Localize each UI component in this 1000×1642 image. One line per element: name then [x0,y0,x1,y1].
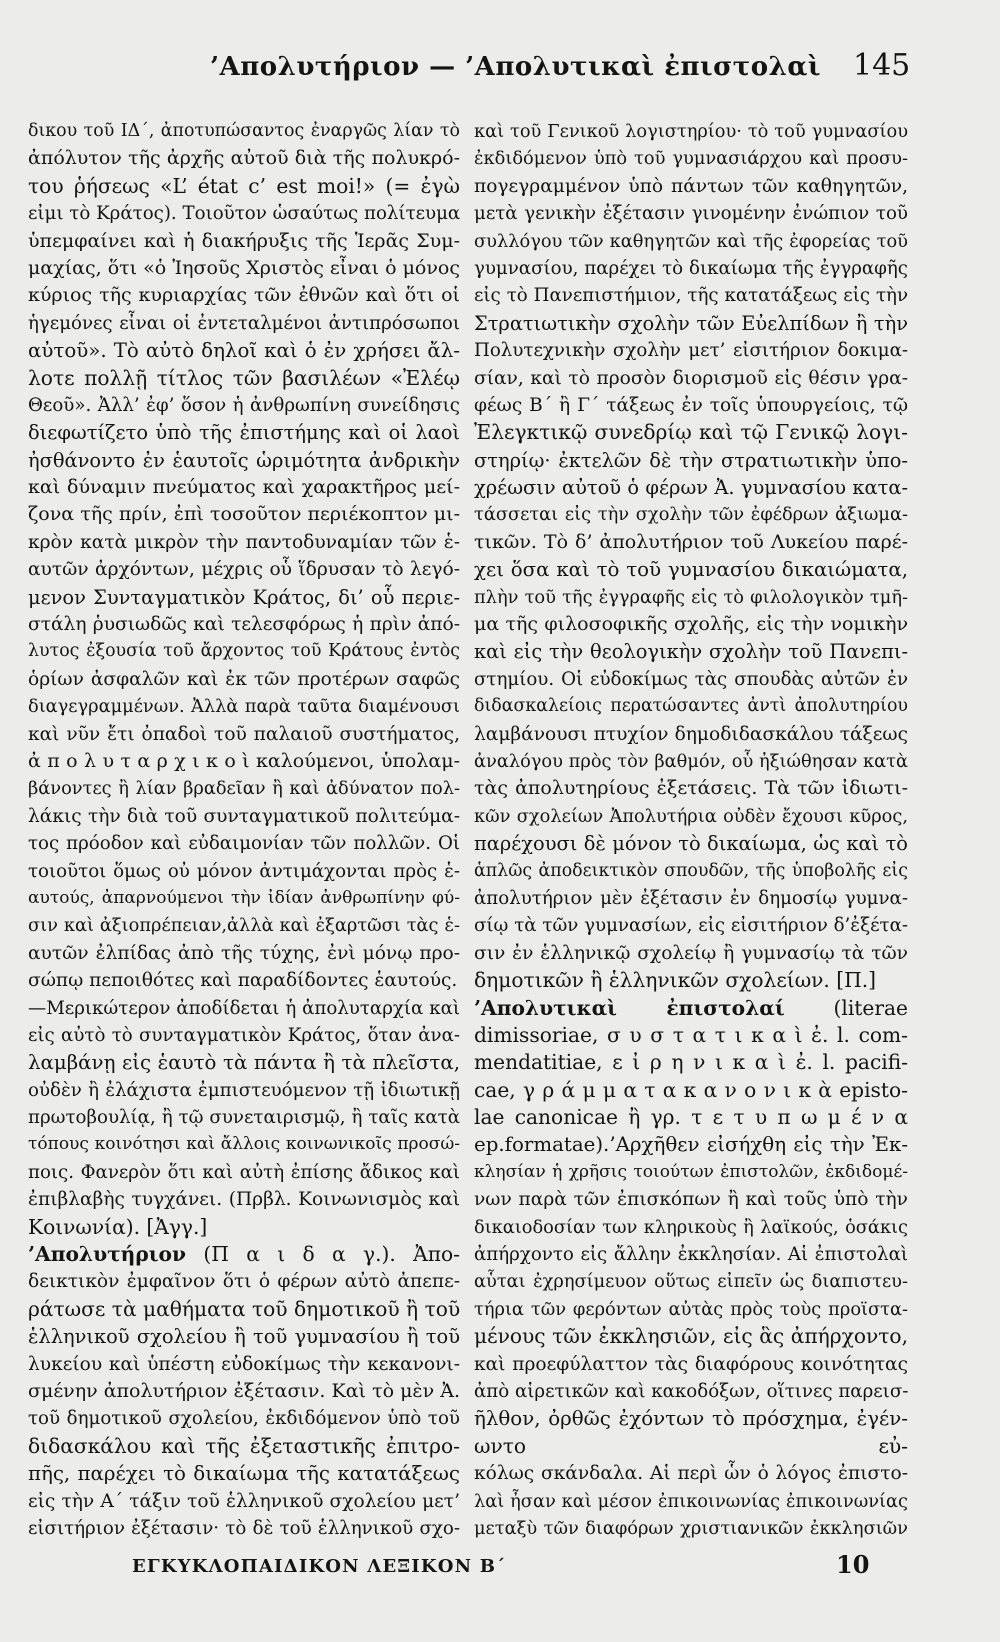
text-line: μεταξὺ τῶν διαφόρων χριστιανικῶν ἐκκλησιῶν [474,1517,908,1538]
text-line: ἑλληνικοῦ σχολείου ἢ τοῦ γυμνασίου ἢ τοῦ [28,1325,460,1349]
text-line: παρέχουσι δὲ μόνον τὸ δικαίωμα, ὡς καὶ τὸ [474,832,908,856]
text-line: εἰς τὸ Πανεπιστήμιον, τῆς κατατάξεως εἰς τὴν [474,285,908,307]
text-line: γυμνασίου, παρέχει τὸ δικαίωμα τῆς ἐγγραφῆς [474,257,908,279]
text-line: ἀπόλυτον τῆς ἀρχῆς αὐτοῦ διὰ τῆς πολυκρό- [28,147,460,170]
text-line: mendatitiae, ε ἰ ρ η ν ι κ α ὶ ἐ. l. pacifi- [474,1050,908,1075]
text-line: διδασκάλου καὶ τῆς ἐξεταστικῆς ἐπιτρο- [28,1433,460,1458]
text-line: πρωτοβουλίᾳ, ἢ τῷ συνεταιρισμῷ, ἢ ταῖς κατὰ [28,1107,460,1129]
text-line: τοιοῦτοι ὅμως οὐ μόνον ἀντιμάχονται πρὸς ἑ- [28,860,460,882]
text-line: μενον Συνταγματικὸν Κράτος, δι’ οὗ περιε- [28,585,460,609]
text-line: μα τῆς φιλοσοφικῆς σχολῆς, εἰς τὴν νομικὴν [474,613,908,636]
text-line: Κοινωνία). [Ἀγγ.] [28,1214,208,1239]
text-line: ράτωσε τὰ μαθήματα τοῦ δημοτικοῦ ἢ τοῦ [28,1296,460,1321]
text-line: αυτῶν ἀρχόντων, μέχρις οὗ ἵδρυσαν τὸ λεγό- [28,559,460,581]
text-line: ἀπολυτήριον μὲν ἐξέτασιν ἐν δημοσίῳ γυμνα- [474,887,908,909]
text-line: κύριος τῆς κυριαρχίας τῶν ἐθνῶν καὶ ὅτι οἱ [28,284,460,307]
text-line: κόλως σκάνδαλα. Αἱ περὶ ὧν ὁ λόγος ἐπιστο- [474,1463,908,1485]
text-line: σιν καὶ ἀξιοπρέπειαν,ἀλλὰ καὶ ἐξαρτῶσι τὰς ἑ- [28,915,460,937]
text-line: τόπους κοινότησι καὶ ἄλλοις κοινωνικοῖς προσώ- [28,1134,460,1155]
text-line: οὐδὲν ἢ ἐλάχιστα ἐμπιστευόμενον τῇ ἰδιωτικῇ [28,1079,460,1101]
text-line: ωντο εὐ- [474,1433,908,1458]
text-line: πογεγραμμένον ὑπὸ πάντων τῶν καθηγητῶν, [474,175,908,197]
text-line: τος πρόοδον καὶ εὐδαιμονίαν τῶν πολλῶν. Οἱ [28,833,460,855]
text-line: ἁπλῶς ἀποδεικτικὸν σπουδῶν, τῆς ὑποβολῆς εἰς [474,860,908,881]
right-column [474,118,908,1538]
text-line: ἀπήρχοντο εἰς ἄλλην ἐκκλησίαν. Αἱ ἐπιστολαὶ [474,1244,908,1266]
text-line: δικου τοῦ ΙΔ΄, ἀποτυπώσαντος ἐναργῶς λίαν τὸ [28,121,460,141]
sheet-number: 10 [836,1550,870,1579]
text-line: τοῦ δημοτικοῦ σχολείου, ἐκδιδόμενον ὑπὸ τοῦ [28,1408,460,1430]
text-line: διδασκαλείοις περατώσαντες ἀντὶ ἀπολυτηρίου [474,696,908,717]
text-line: τικῶν. Τὸ δ’ ἀπολυτήριον τοῦ Λυκείου παρέ- [474,530,908,553]
text-line: κλησίαν ἡ χρῆσις τοιούτων ἐπιστολῶν, ἐκδιδομέ- [474,1161,908,1182]
running-head: ’Απολυτήριον — ’Απολυτικαὶ ἐπιστολαὶ [210,52,821,82]
text-line: Θεοῦ». Ἀλλ’ ἐφ’ ὅσον ἡ ἀνθρωπίνη συνείδησις [28,394,460,416]
text-line: αὐτοῦ». Τὸ αὐτὸ δηλοῖ καὶ ὁ ἐν χρήσει ἄλ- [28,339,460,363]
text-line: τάσσεται εἰς τὴν σχολὴν τῶν ἐφέδρων ἀξιωμα- [474,504,908,526]
text-line: δεικτικὸν ἐμφαῖνον ὅτι ὁ φέρων αὐτὸ ἀπεπε- [28,1271,460,1293]
text-line: ’Απολυτικαὶ ἐπιστολαί (literae [474,995,908,1020]
text-line: ὑπεμφαίνει καὶ ἡ διακήρυξις τῆς Ἱερᾶς Συμ- [28,229,460,252]
text-line: πλὴν τοῦ τῆς ἐγγραφῆς εἰς τὸ φιλολογικὸν τμῆ- [474,586,908,608]
text-line: διαγεγραμμένων. Ἀλλὰ παρὰ ταῦτα διαμένουσι [28,696,460,718]
text-line: καὶ νῦν ἔτι ὀπαδοὶ τοῦ παλαιοῦ συστήματος, [28,723,460,745]
text-line: σιν ἐν ἑλληνικῷ σχολείῳ ἢ γυμνασίῳ τὰ τῶν [474,942,908,964]
text-line: καὶ εἰς τὴν θεολογικὴν σχολὴν τοῦ Πανεπι- [474,640,908,664]
text-line: lae canonicae ἢ γρ. τ ε τ υ π ω μ έ ν α [474,1105,908,1130]
text-line: ἀναλόγου πρὸς τὸν βαθμόν, οὗ ἠξιώθησαν κατὰ [474,750,908,772]
text-line: στηρίῳ· ἐκτελῶν δὲ τὴν στρατιωτικὴν ὑπο- [474,448,908,472]
text-line: εἰς τὴν Α΄ τάξιν τοῦ ἑλληνικοῦ σχολείου μετ’ [28,1490,460,1512]
text-line: σίαν, καὶ τὸ προσὸν διορισμοῦ εἰς θέσιν γρα- [474,367,908,389]
text-line: αυτῶν ἐλπίδας ἀπὸ τῆς τύχης, ἐνὶ μόνῳ προ- [28,942,460,964]
text-line: dimissoriae, σ υ σ τ α τ ι κ α ὶ ἐ. l. com- [474,1022,908,1047]
text-line: κρὸν κατὰ μικρὸν τὴν παντοδυναμίαν τῶν ἑ- [28,531,460,553]
text-line: δικαιοδοσίαν των κληρικοὺς ἢ λαϊκούς, ὁσάκις [474,1216,908,1238]
text-line: δημοτικῶν ἢ ἑλληνικῶν σχολείων. [Π.] [474,968,877,993]
text-line: σμένην ἀπολυτήριον ἐξέτασιν. Καὶ τὸ μὲν Ἀ. [28,1379,460,1402]
text-line: νων παρὰ τῶν ἐπισκόπων ἢ καὶ τοῦς ὑπὸ τὴν [474,1189,908,1211]
text-line: ἐκδιδόμενον ὑπὸ τοῦ γυμνασιάρχου καὶ προσυ- [474,148,908,170]
text-line: λαμβάνῃ εἰς ἑαυτὸ τὰ πάντα ἢ τὰ πλεῖστα, [28,1051,460,1075]
text-line: ἡγεμόνες εἶναι οἱ ἐντεταλμένοι ἀντιπρόσωποι [28,312,460,334]
text-line: Στρατιωτικὴν σχολὴν τῶν Εὐελπίδων ἢ τὴν [474,311,908,335]
text-line: ὁρίων ἀσφαλῶν καὶ ἐκ τῶν προτέρων σαφῶς [28,668,460,690]
text-line: Ἐλεγκτικῷ συνεδρίῳ καὶ τῷ Γενικῷ λογι- [474,420,908,445]
text-line: τήρια τῶν φερόντων αὐτὰς πρὸς τοὺς προϊστα- [474,1298,908,1320]
text-line: ἀπὸ αἱρετικῶν καὶ κακοδόξων, οἵτινες παρεισ- [474,1380,908,1402]
text-line: Πολυτεχνικὴν σχολὴν μετ’ εἰσιτήριον δοκιμα- [474,340,908,362]
text-line: εἰμι τὸ Κράτος). Τοιοῦτον ὡσαύτως πολίτευμα [28,203,460,225]
text-line: μετὰ γενικὴν ἐξέτασιν γινομένην ἐνώπιον τοῦ [474,203,908,225]
text-line: ’Απολυτήριον (Π α ι δ α γ.). Ἀπο- [28,1242,460,1267]
text-line: σίῳ τὰ τῶν γυμνασίων, εἰς εἰσιτήριον δ’ἐξέτα- [474,915,908,937]
text-line: στημίου. Οἱ εὐδοκίμως τὰς σπουδὰς αὐτῶν ἐν [474,668,908,690]
text-line: καὶ προεφύλαττον τὰς διαφόρους κοινότητας [474,1353,908,1375]
text-line: λαμβάνουσι πτυχίον δημοδιδασκάλου τάξεως [474,723,908,745]
text-line: μαχίας, ὅτι «ὁ Ἰησοῦς Χριστὸς εἶναι ὁ μόνος [28,256,460,279]
text-line: αὗται ἐχρησίμευον οὕτως εἰπεῖν ὡς διαπιστευ- [474,1271,908,1293]
text-line: εἰσιτήριον ἐξέτασιν· τὸ δὲ τοῦ ἑλληνικοῦ σχο- [28,1517,460,1538]
text-line: cae, γ ρ ά μ μ α τ α κ α ν ο ν ι κ ὰ episto- [474,1077,908,1102]
text-line: ἀ π ο λ υ τ α ρ χ ι κ ο ὶ καλούμενοι, ὑπολαμ- [28,749,460,772]
text-line: ἠσθάνοντο ἐν ἑαυτοῖς ὡριμότητα ἀνδρικὴν [28,448,460,472]
text-line: λυκείου καὶ ὑπέστη εὐδοκίμως τὴν κεκανονι- [28,1353,460,1375]
text-line: φέως Β΄ ἢ Γ΄ τάξεως ἐν τοῖς ὑπουργείοις, τῷ [474,394,908,416]
page-number: 145 [853,48,911,83]
text-line: εἰς αὐτὸ τὸ συνταγματικὸν Κράτος, ὅταν ἀνα- [28,1024,460,1046]
text-line: λαὶ ἦσαν καὶ μέσον ἐπικοινωνίας ἐπικοινωνίας [474,1490,908,1512]
text-line: του ῥήσεως «L’ état c’ est moi!» (= ἐγὼ [28,173,460,198]
text-line: χρέωσιν αὐτοῦ ὁ φέρων Ἀ. γυμνασίου κατα- [474,476,908,500]
text-line: βάνοντες ἢ λίαν βραδεῖαν ἢ καὶ ἀδύνατον πολ- [28,778,460,800]
text-line: σώπῳ πεποιθότες καὶ παραδίδοντες ἑαυτούς. [28,970,458,992]
text-line: πῆς, παρέχει τὸ δικαίωμα τῆς κατατάξεως [28,1462,460,1486]
text-line: διεφωτίζετο ὑπὸ τῆς ἐπιστήμης καὶ οἱ λαοὶ [28,421,460,445]
text-line: μένους τῶν ἐκκλησιῶν, εἰς ἃς ἀπήρχοντο, [474,1324,908,1349]
text-line: συλλόγου τῶν καθηγητῶν καὶ τῆς ἐφορείας τοῦ [474,230,908,252]
text-line: λυτος ἐξουσία τοῦ ἄρχοντος τοῦ Κράτους ἐντὸς [28,641,460,662]
text-line: τὰς ἀπολυτηρίους ἐξετάσεις. Τὰ τῶν ἰδιωτι- [474,777,908,800]
text-line: ποις. Φανερὸν ὅτι καὶ αὐτὴ ἐπίσης ἄδικος καὶ [28,1161,460,1183]
text-line: στάλη ῥυσιωδῶς καὶ τελεσφόρως ἡ πρὶν ἀπό- [28,614,460,636]
page-footer [0,1548,1000,1588]
text-line: χει ὅσα καὶ τὸ τοῦ γυμνασίου δικαιώματα, [474,558,908,582]
printer-signature: ΕΓΚΥΚΛΟΠΑΙΔΙΚΟΝ ΛΕΞΙΚΟΝ Β΄ [132,1556,507,1577]
text-line: ζονα τῆς πρίν, ἐπὶ τοσοῦτον περιέκοπτον μι- [28,503,460,526]
left-column [28,118,460,1538]
text-line: καὶ δύναμιν πνεύματος καὶ χαρακτῆρος μεί- [28,476,460,499]
text-line: κῶν σχολείων Ἀπολυτήρια οὐδὲν ἔχουσι κῦρος, [474,805,908,827]
page-header [0,48,1000,98]
text-line: αυτούς, ἀπαρνούμενοι τὴν ἰδίαν ἀνθρωπίνην φύ- [28,887,460,908]
text-line: ep.formatae).’Αρχῆθεν εἰσήχθη εἰς τὴν Ἐκ- [474,1133,908,1157]
text-line: λάκις τὴν διὰ τοῦ συνταγματικοῦ πολιτεύμα- [28,805,460,827]
text-line: καὶ τοῦ Γενικοῦ λογιστηρίου· τὸ τοῦ γυμνασίου [474,121,908,142]
text-line: ῆλθον, ὀρθῶς ἐχόντων τὸ πρόσχημα, ἐγέν- [474,1407,908,1431]
text-line: ἐπιβλαβὴς τυγχάνει. (Πρβλ. Κοινωνισμὸς καὶ [28,1189,460,1211]
text-line: —Μερικώτερον ἀποδίδεται ἡ ἀπολυταρχία καὶ [28,997,460,1019]
text-line: λοτε πολλῇ τίτλος τῶν βασιλέων «Ἐλέῳ [28,365,460,390]
